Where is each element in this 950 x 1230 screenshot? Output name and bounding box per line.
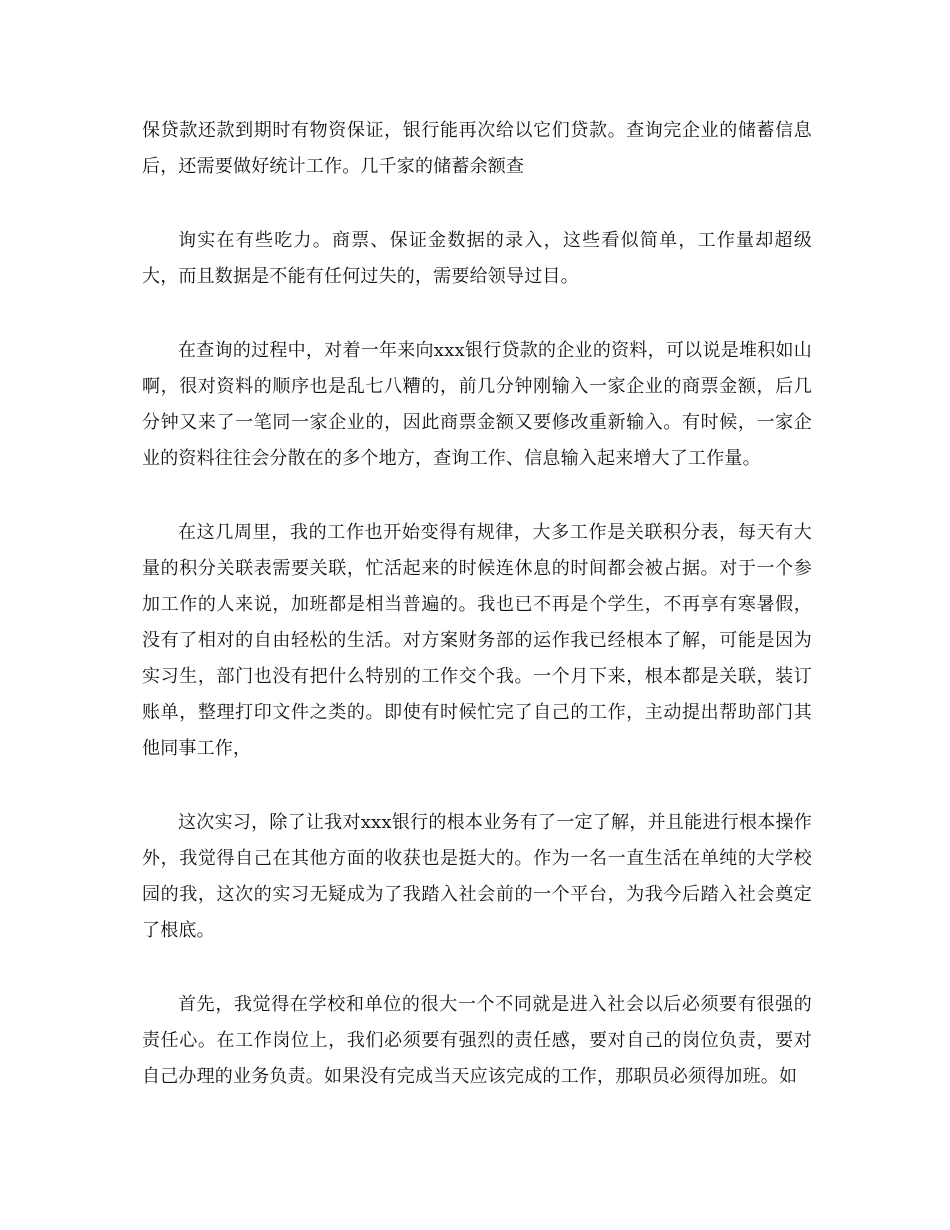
paragraph-3: 在查询的过程中，对着一年来向xxx银行贷款的企业的资料，可以说是堆积如山啊，很对资料的顺序也是乱七八糟的，前几分钟刚输入一家企业的商票金额，后几分钟又来了一笔同一家企业的，因此商票金额又要修改重新输入。有时候，一家企业的资料往往会分散在的多个地方，查询工作、信息输入起来增大了工作量。 — [142, 340, 812, 469]
paragraph-4: 在这几周里，我的工作也开始变得有规律，大多工作是关联积分表，每天有大量的积分关联表需要关联，忙活起来的时候连休息的时间都会被占据。对于一个参加工作的人来说，加班都是相当普遍的。我也已不再是个学生，不再享有寒暑假，没有了相对的自由轻松的生活。对方案财务部的运作我已经根本了解，可能是因为实习生，部门也没有把什么特别的工作交个我。一个月下来，根本都是关联，装订账单，整理打印文件之类的。即使有时候忙完了自己的工作，主动提出帮助部门其他同事工作， — [142, 522, 812, 759]
paragraph-2: 询实在有些吃力。商票、保证金数据的录入，这些看似简单，工作量却超级大，而且数据是不能有任何过失的，需要给领导过目。 — [142, 230, 812, 287]
paragraph-6: 首先，我觉得在学校和单位的很大一个不同就是进入社会以后必须要有很强的责任心。在工作岗位上，我们必须要有强烈的责任感，要对自己的岗位负责，要对自己办理的业务负责。如果没有完成当天应该完成的工作，那职员必须得加班。如 — [142, 994, 812, 1087]
document-body — [142, 113, 812, 1133]
paragraph-5: 这次实习，除了让我对xxx银行的根本业务有了一定了解，并且能进行根本操作外，我觉得自己在其他方面的收获也是挺大的。作为一名一直生活在单纯的大学校园的我，这次的实习无疑成为了我踏入社会前的一个平台，为我今后踏入社会奠定了根底。 — [142, 812, 812, 941]
paragraph-1: 保贷款还款到期时有物资保证，银行能再次给以它们贷款。查询完企业的储蓄信息后，还需要做好统计工作。几千家的储蓄余额查 — [142, 120, 812, 177]
